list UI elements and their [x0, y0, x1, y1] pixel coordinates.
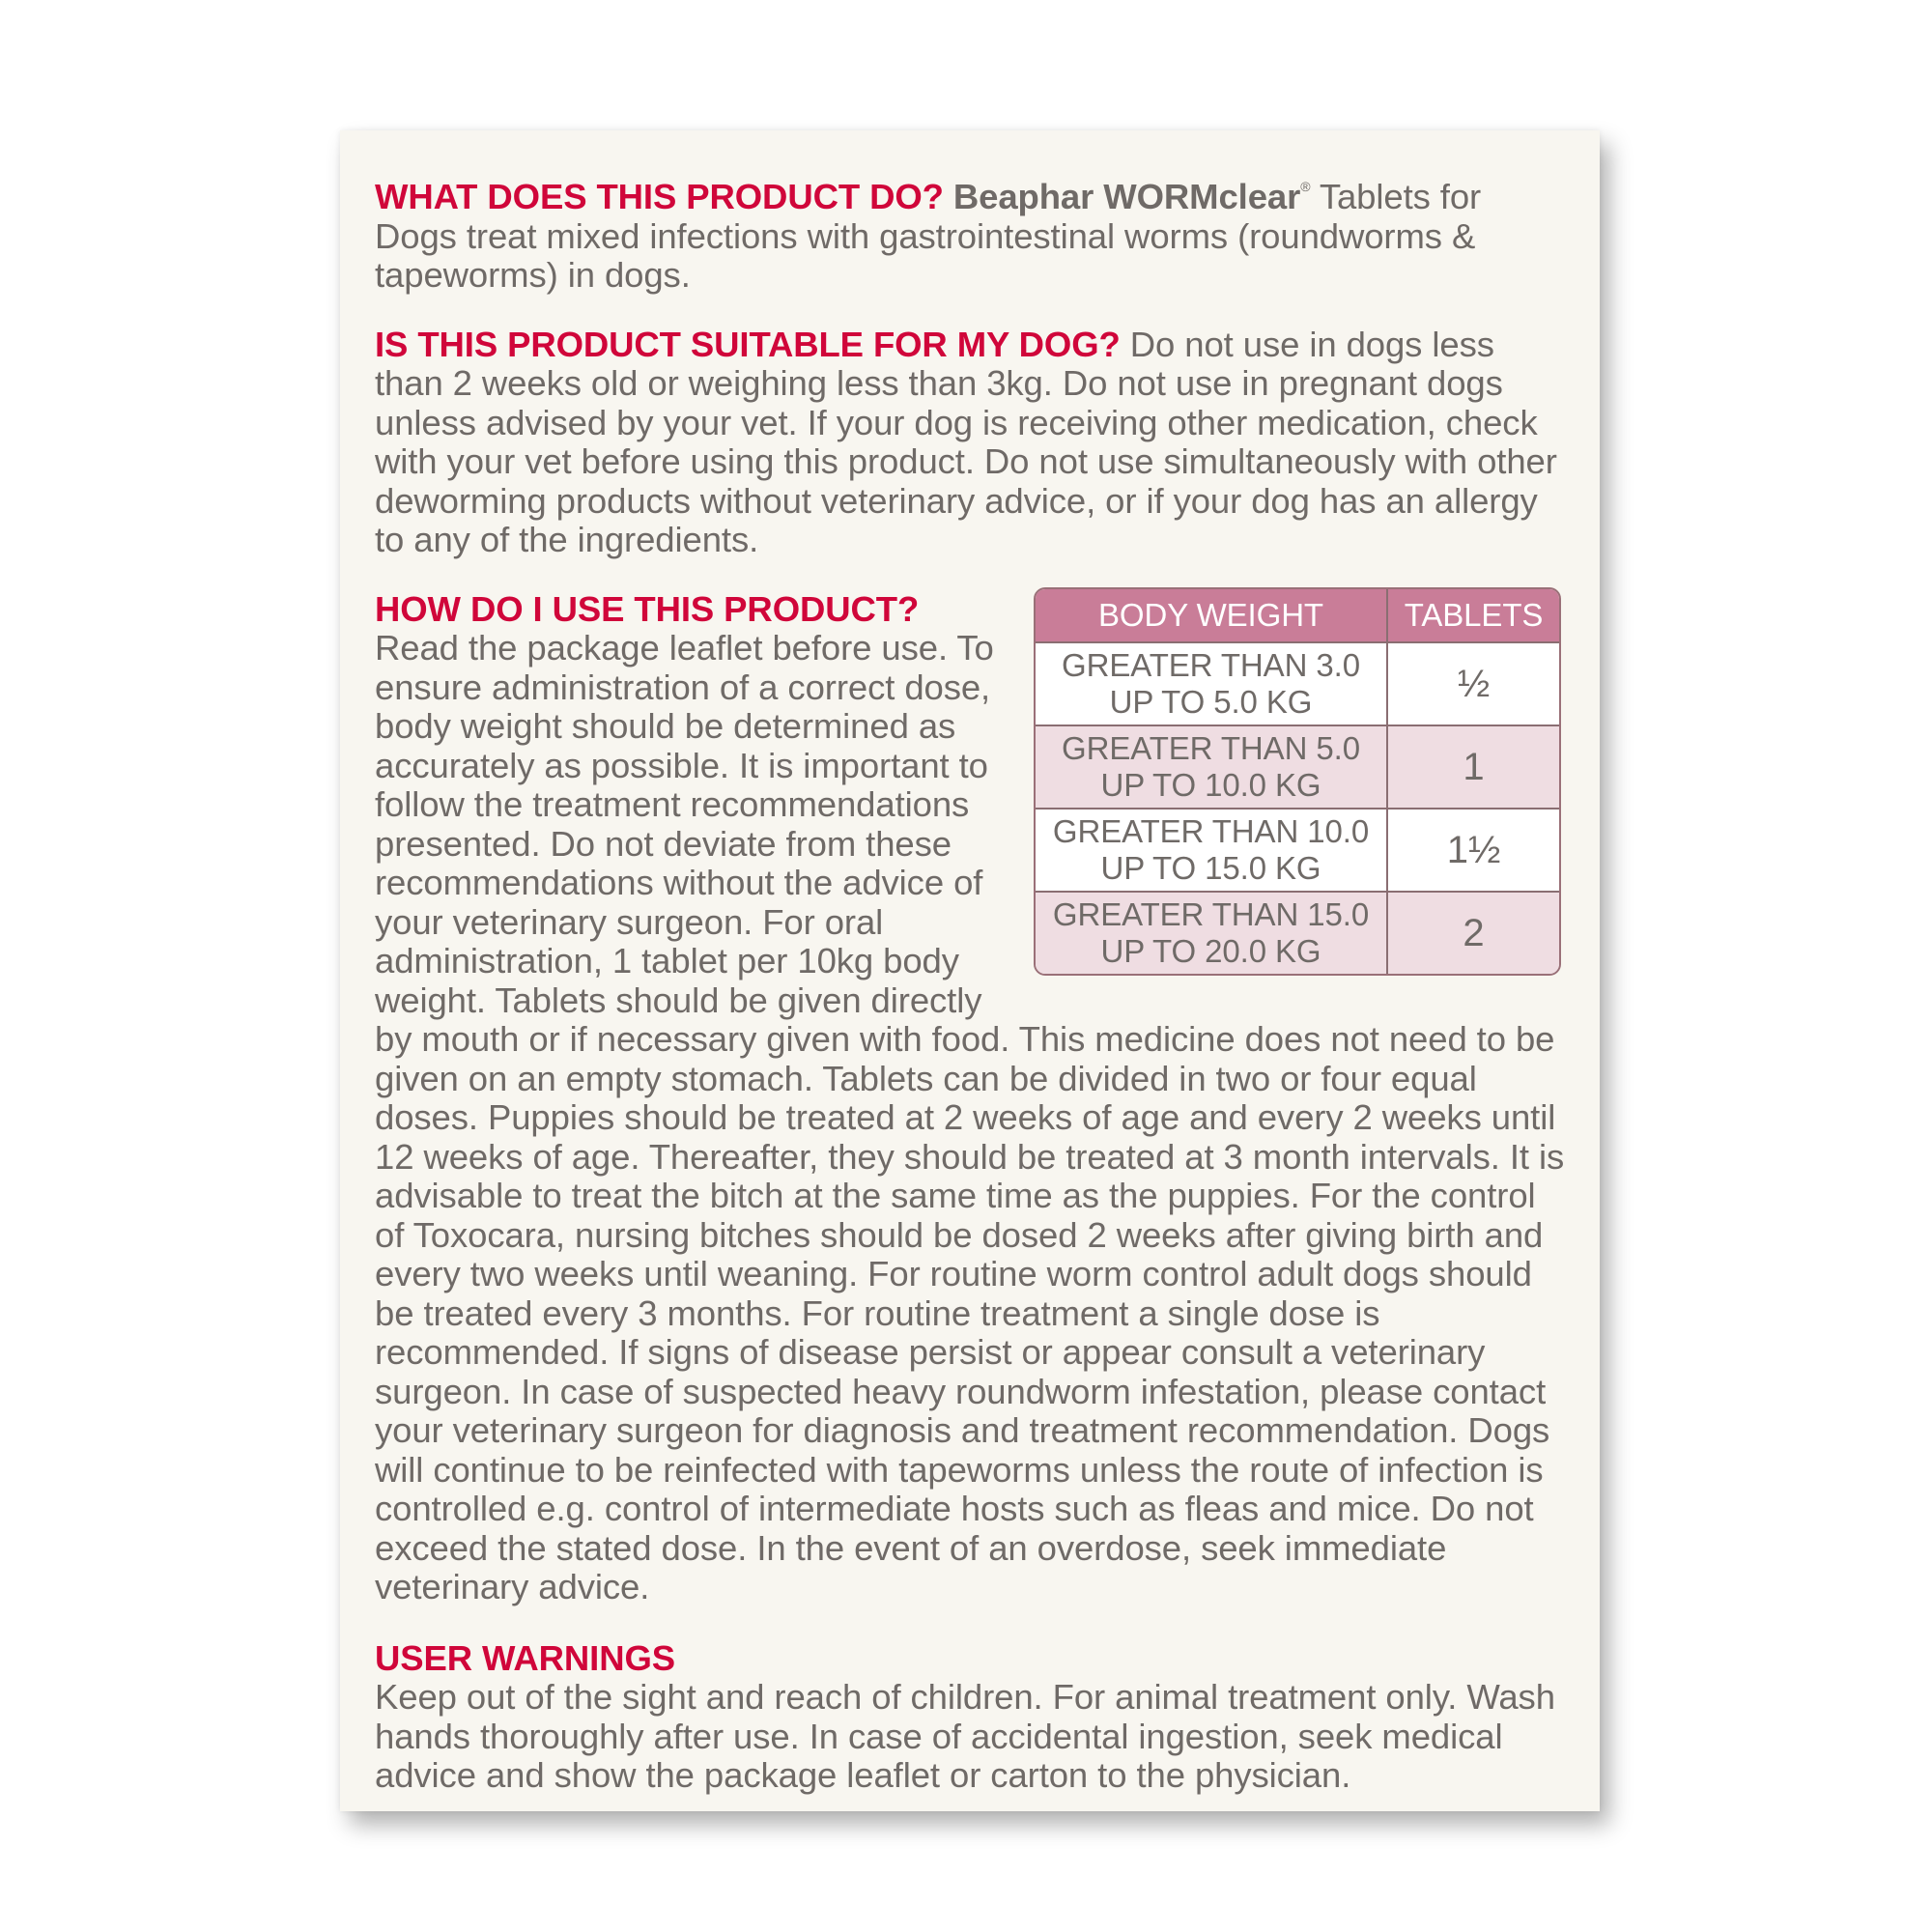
body-weight-column-header: BODY WEIGHT [1036, 589, 1388, 641]
dosage-table-row [1036, 724, 1559, 808]
tablets-cell: 1½ [1446, 828, 1501, 871]
body-weight-cell: GREATER THAN 10.0 UP TO 15.0 KG [1036, 810, 1388, 891]
what-does-product-do-heading: WHAT DOES THIS PRODUCT DO? [375, 177, 944, 216]
what-does-product-do-paragraph [375, 167, 1565, 296]
usage-text: Read the package leaflet before use. To ensure administration of a correct dose, body weight should be determined as accurately as possible. It is important to follow the treatment recommendations presented. Do not deviate from these recommendations without the advice of your veterinary surgeon. For oral administration, 1 tablet per 10kg body weight. Tablets should be given directly by mouth or if necessary given with food. This medicine does not need to be given on an empty stomach. Tablets can be divided in two or four equal doses. Puppies should be treated at 2 weeks of age and every 2 weeks until 12 weeks of age. Thereafter, they should be treated at 3 month intervals. It is advisable to treat the bitch at the same time as the puppies. For the control of Toxocara, nursing bitches should be dosed 2 weeks after giving birth and every two weeks until weaning. For routine worm control adult dogs should be treated every 3 months. For routine treatment a single dose is recommended. If signs of disease persist or appear consult a veterinary surgeon. In case of suspected heavy roundworm infestation, please contact your veterinary surgeon for diagnosis and treatment recommendation. Dogs will continue to be reinfected with tapeworms unless the route of infection is controlled e.g. control of intermediate hosts such as fleas and mice. Do not exceed the stated dose. In the event of an overdose, seek immediate veterinary advice. [375, 628, 1565, 1606]
user-warnings-paragraph [375, 1639, 1565, 1796]
registered-mark: ® [1300, 179, 1311, 194]
tablets-cell: 2 [1463, 911, 1485, 954]
user-warnings-heading: USER WARNINGS [375, 1637, 675, 1678]
brand-name: Beaphar WORMclear [952, 177, 1301, 216]
suitability-paragraph [375, 326, 1565, 560]
body-weight-cell: GREATER THAN 3.0 UP TO 5.0 KG [1036, 643, 1388, 724]
body-weight-cell: GREATER THAN 15.0 UP TO 20.0 KG [1036, 893, 1388, 974]
leaflet-card [340, 130, 1600, 1811]
usage-heading: HOW DO I USE THIS PRODUCT? [375, 588, 920, 629]
body-weight-cell: GREATER THAN 5.0 UP TO 10.0 KG [1036, 726, 1388, 808]
dosage-table [1034, 587, 1561, 976]
suitability-heading: IS THIS PRODUCT SUITABLE FOR MY DOG? [375, 324, 1121, 364]
dosage-table-row [1036, 641, 1559, 724]
dosage-table-row [1036, 891, 1559, 974]
usage-paragraph [375, 590, 1565, 1607]
dosage-table-row [1036, 808, 1559, 891]
dosage-table-header [1036, 589, 1559, 641]
what-does-product-do-text: Tablets for Dogs treat mixed infections with gastrointestinal worms (roundworms & tapeworms) in dogs. [375, 177, 1482, 295]
tablets-cell: 1 [1463, 745, 1485, 788]
tablets-cell: ½ [1457, 662, 1491, 705]
user-warnings-text: Keep out of the sight and reach of children. For animal treatment only. Wash hands thoroughly after use. In case of accidental ingestion, seek medical advice and show the package leaflet or carton to the physician. [375, 1677, 1555, 1795]
tablets-column-header: TABLETS [1404, 596, 1544, 633]
suitability-text: Do not use in dogs less than 2 weeks old or weighing less than 3kg. Do not use in pregnant dogs unless advised by your vet. If your dog is receiving other medication, check with your vet before using this product. Do not use simultaneously with other deworming products without veterinary advice, or if your dog has an allergy to any of the ingredients. [375, 324, 1557, 559]
